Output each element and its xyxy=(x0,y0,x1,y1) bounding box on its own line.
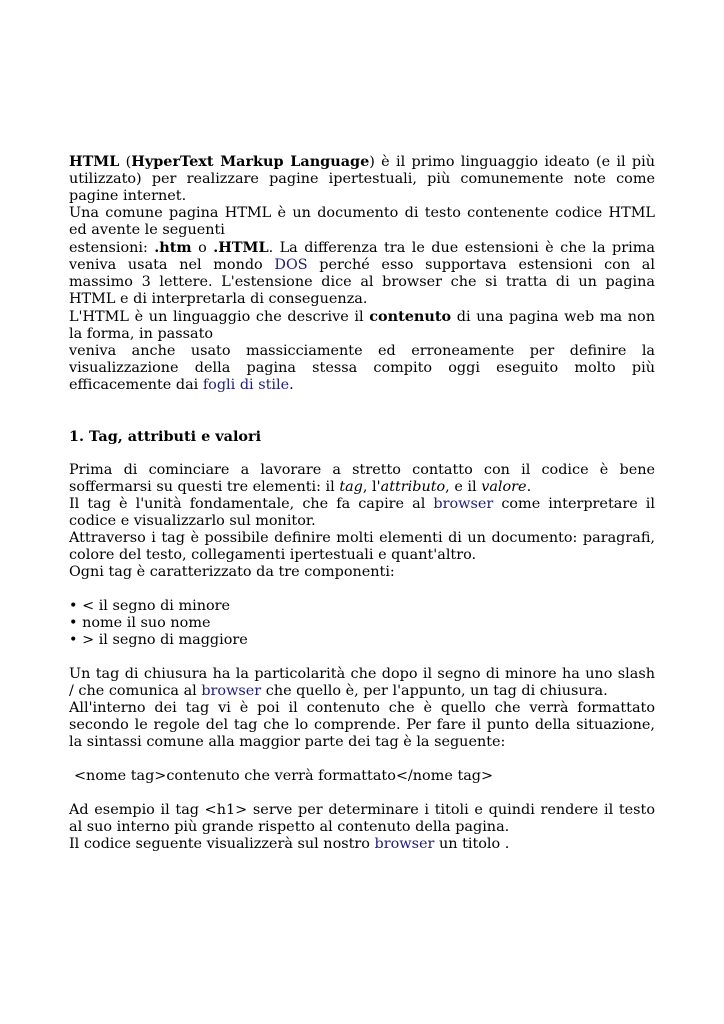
html-full-name: HyperText Markup Language xyxy=(131,153,370,170)
tag-line-1: Prima di cominciare a lavorare a stretto contatto con il codice è bene xyxy=(69,462,655,478)
intro-line-13: visualizzazione della pagina stessa compito oggi eseguito molto più xyxy=(69,360,655,376)
spacer xyxy=(69,394,655,428)
section-heading: 1. Tag, attributi e valori xyxy=(69,428,262,445)
tag-line-6: colore del testo, collegamenti ipertestuali e quant'altro. xyxy=(69,547,477,563)
component-list xyxy=(69,598,655,649)
tag-line-5: Attraverso i tag è possibile definire molti elementi di un documento: paragrafi, xyxy=(69,530,655,546)
h1-line-1: Ad esempio il tag <h1> serve per determinare i titoli e quindi rendere il testo xyxy=(69,802,655,818)
closing-line-1: Un tag di chiusura ha la particolarità che dopo il segno di minore ha uno slash xyxy=(69,666,655,682)
spacer xyxy=(69,751,655,768)
intro-line-11: la forma, in passato xyxy=(69,326,214,342)
tag-paragraph xyxy=(69,462,655,581)
closing-line-4: secondo le regole del tag che lo comprende. Per fare il punto della situazione, xyxy=(69,717,655,733)
term-valore: valore xyxy=(481,479,527,495)
tag-line-4: codice e visualizzarlo sul monitor. xyxy=(69,513,316,529)
intro-line-6: estensioni: .htm o .HTML. La differenza tra le due estensioni è che la prima xyxy=(69,239,655,256)
browser-link[interactable]: browser xyxy=(374,836,435,852)
closing-tag-paragraph xyxy=(69,666,655,751)
dos-link[interactable]: DOS xyxy=(274,257,308,273)
closing-line-3: All'interno dei tag vi è poi il contenuto che è quello che verrà formattato xyxy=(69,700,655,716)
browser-link[interactable]: browser xyxy=(433,496,494,512)
fogli-di-stile-link[interactable]: fogli di stile xyxy=(202,377,290,393)
tag-line-7: Ogni tag è caratterizzato da tre componenti: xyxy=(69,564,395,580)
h1-paragraph xyxy=(69,802,655,853)
intro-line-14: efficacemente dai fogli di stile. xyxy=(69,377,294,393)
intro-paragraph xyxy=(69,153,655,394)
intro-line-2: utilizzato) per realizzare pagine ipertestuali, più comunemente note come xyxy=(69,171,655,187)
tag-line-3: Il tag è l'unità fondamentale, che fa capire al browser come interpretare il xyxy=(69,496,655,512)
ext-htm: .htm xyxy=(154,239,192,256)
list-item: • nome il suo nome xyxy=(69,615,211,631)
intro-line-4: Una comune pagina HTML è un documento di testo contenente codice HTML xyxy=(69,205,655,221)
list-item: • < il segno di minore xyxy=(69,598,231,614)
document-body xyxy=(69,153,655,853)
term-attributo: attributo xyxy=(380,479,446,495)
browser-link[interactable]: browser xyxy=(201,683,262,699)
intro-line-12: veniva anche usato massicciamente ed erroneamente per definire la xyxy=(69,343,655,359)
intro-line-5: ed avente le seguenti xyxy=(69,222,225,238)
intro-line-10: L'HTML è un linguaggio che descrive il contenuto di una pagina web ma non xyxy=(69,308,655,325)
spacer xyxy=(69,785,655,802)
contenuto-bold: contenuto xyxy=(369,308,452,325)
html-abbr: HTML xyxy=(69,153,120,170)
intro-line-8: massimo 3 lettere. L'estensione dice al browser che si tratta di un pagina xyxy=(69,274,655,290)
spacer xyxy=(69,581,655,598)
closing-line-5: la sintassi comune alla maggior parte dei tag è la seguente: xyxy=(69,734,506,750)
intro-line-7: veniva usata nel mondo DOS perché esso supportava estensioni con al xyxy=(69,257,655,273)
intro-line-1: HTML (HyperText Markup Language) è il primo linguaggio ideato (e il più xyxy=(69,153,655,170)
intro-line-9: HTML e di interpretarla di conseguenza. xyxy=(69,291,368,307)
syntax-example: <nome tag>contenuto che verrà formattato</nome tag> xyxy=(74,768,494,784)
ext-html: .HTML xyxy=(213,239,269,256)
h1-line-3: Il codice seguente visualizzerà sul nostro browser un titolo . xyxy=(69,836,510,852)
closing-line-2: / che comunica al browser che quello è, per l'appunto, un tag di chiusura. xyxy=(69,683,608,699)
list-item: • > il segno di maggiore xyxy=(69,632,248,648)
h1-line-2: al suo interno più grande rispetto al contenuto della pagina. xyxy=(69,819,510,835)
spacer xyxy=(69,649,655,666)
tag-line-2: soffermarsi su questi tre elementi: il tag, l'attributo, e il valore. xyxy=(69,479,532,495)
spacer xyxy=(69,445,655,462)
intro-line-3: pagine internet. xyxy=(69,188,187,204)
term-tag: tag xyxy=(339,479,363,495)
